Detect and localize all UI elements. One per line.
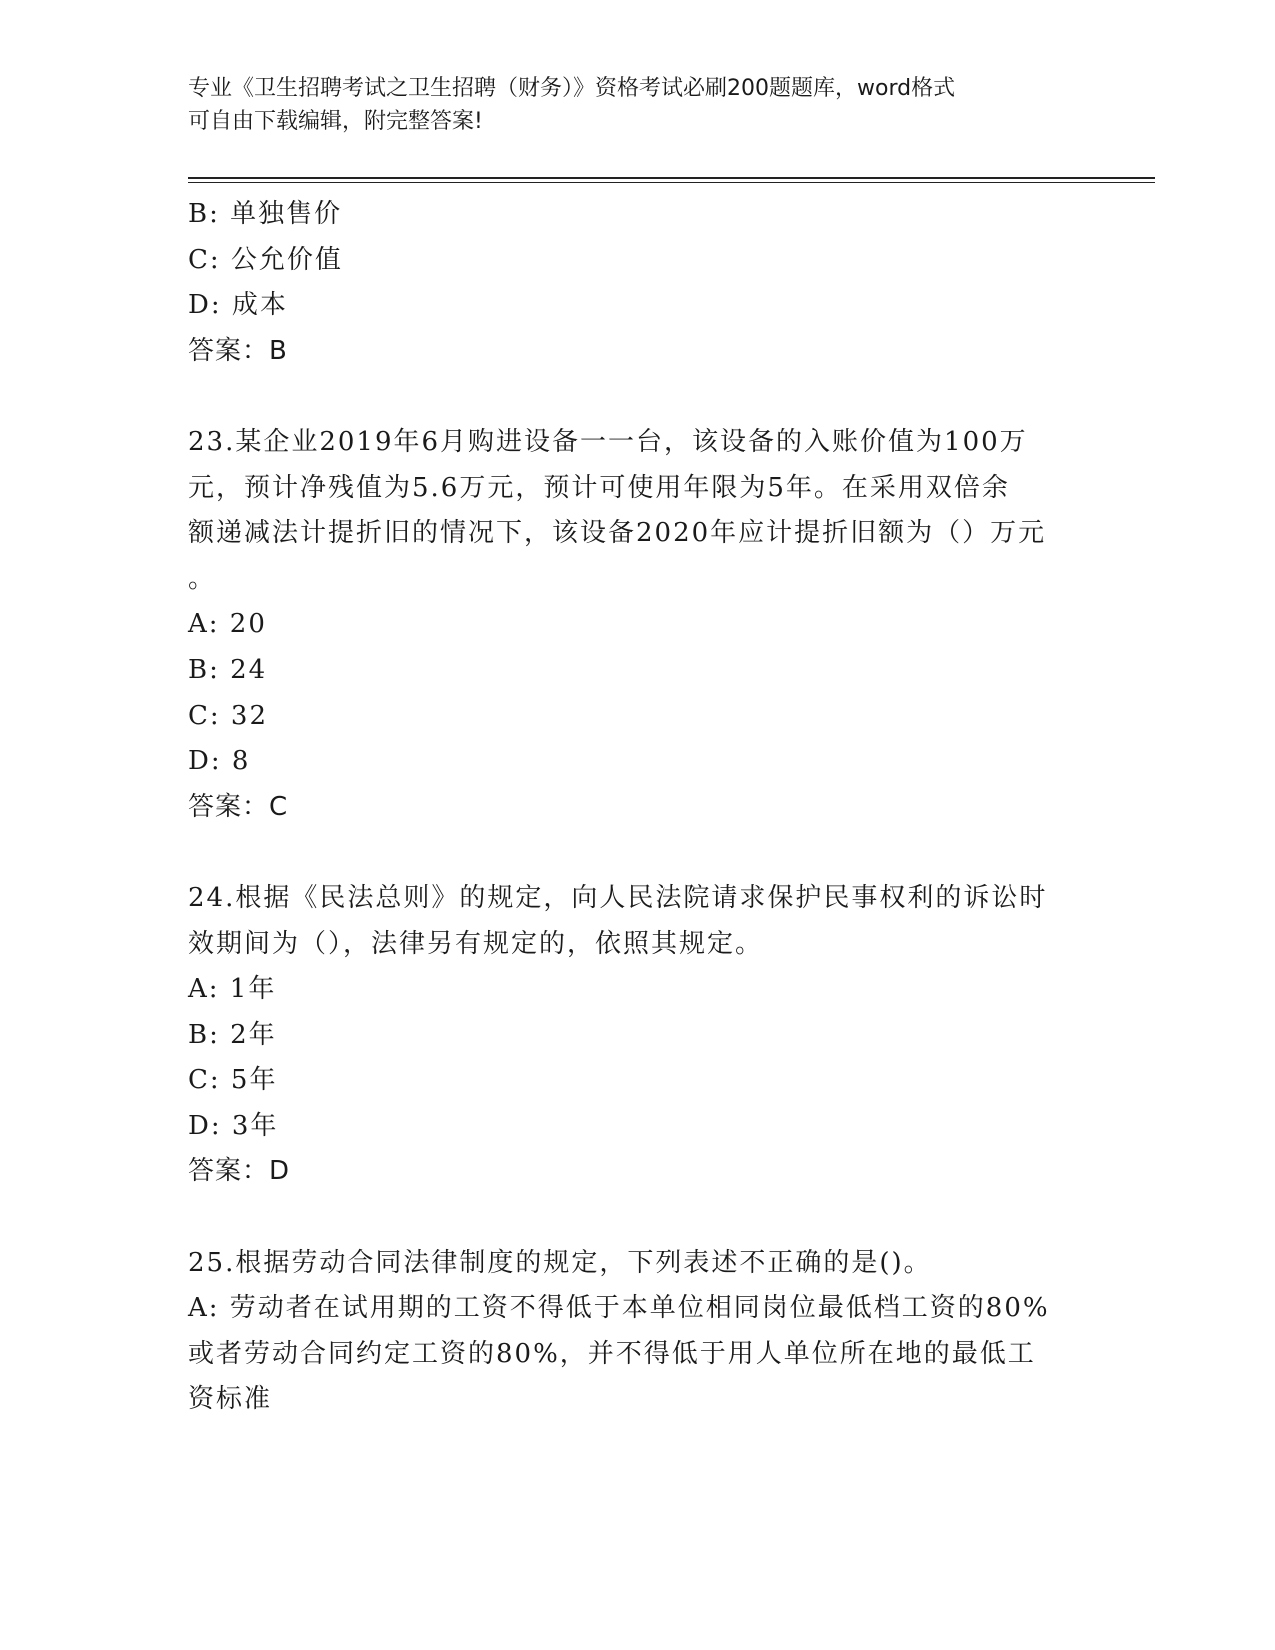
option-d: D: 8 <box>188 746 251 777</box>
document-content <box>188 192 1088 1423</box>
option-a: A: 20 <box>188 609 267 640</box>
question-text-line: 额递减法计提折旧的情况下，该设备2020年应计提折旧额为（）万元 <box>188 518 1047 549</box>
question-text-line: 效期间为（），法律另有规定的，依照其规定。 <box>188 928 764 959</box>
option-a-line: 资标准 <box>188 1384 273 1415</box>
option-a-line: A: 劳动者在试用期的工资不得低于本单位相同岗位最低档工资的80% <box>188 1293 1050 1324</box>
header-line-2: 可自由下载编辑，附完整答案! <box>188 109 483 134</box>
question-text-line: 元，预计净残值为5.6万元，预计可使用年限为5年。在采用双倍余 <box>188 472 1010 503</box>
answer: 答案：C <box>188 791 289 822</box>
question-text-line: 24.根据《民法总则》的规定，向人民法院请求保护民事权利的诉讼时 <box>188 882 1048 913</box>
question-text-line: 25.根据劳动合同法律制度的规定，下列表述不正确的是()。 <box>188 1247 932 1278</box>
option-c: C: 公允价值 <box>188 244 343 275</box>
answer: 答案：D <box>188 1156 291 1187</box>
header-rule-thick <box>188 177 1155 179</box>
spacer <box>188 1195 1088 1241</box>
question-24 <box>188 876 1088 1195</box>
question-22 <box>188 192 1088 374</box>
option-a-line: 或者劳动合同约定工资的80%，并不得低于用人单位所在地的最低工 <box>188 1338 1036 1369</box>
option-d: D: 3年 <box>188 1110 279 1141</box>
option-d: D: 成本 <box>188 290 288 321</box>
answer: 答案：B <box>188 335 288 366</box>
spacer <box>188 830 1088 876</box>
option-b: B: 2年 <box>188 1019 277 1050</box>
spacer <box>188 374 1088 420</box>
option-a: A: 1年 <box>188 974 277 1005</box>
page-header <box>188 72 1068 138</box>
question-text-line: 23.某企业2019年6月购进设备一一台，该设备的入账价值为100万 <box>188 426 1028 457</box>
question-23 <box>188 420 1088 830</box>
header-rule-thin <box>188 182 1155 183</box>
header-line-1: 专业《卫生招聘考试之卫生招聘（财务）》资格考试必刷200题题库，word格式 <box>188 76 956 101</box>
option-b: B: 单独售价 <box>188 199 343 229</box>
option-b: B: 24 <box>188 654 268 685</box>
question-25 <box>188 1241 1088 1423</box>
question-text-line: 。 <box>188 563 217 594</box>
option-c: C: 5年 <box>188 1065 278 1096</box>
option-c: C: 32 <box>188 700 269 731</box>
